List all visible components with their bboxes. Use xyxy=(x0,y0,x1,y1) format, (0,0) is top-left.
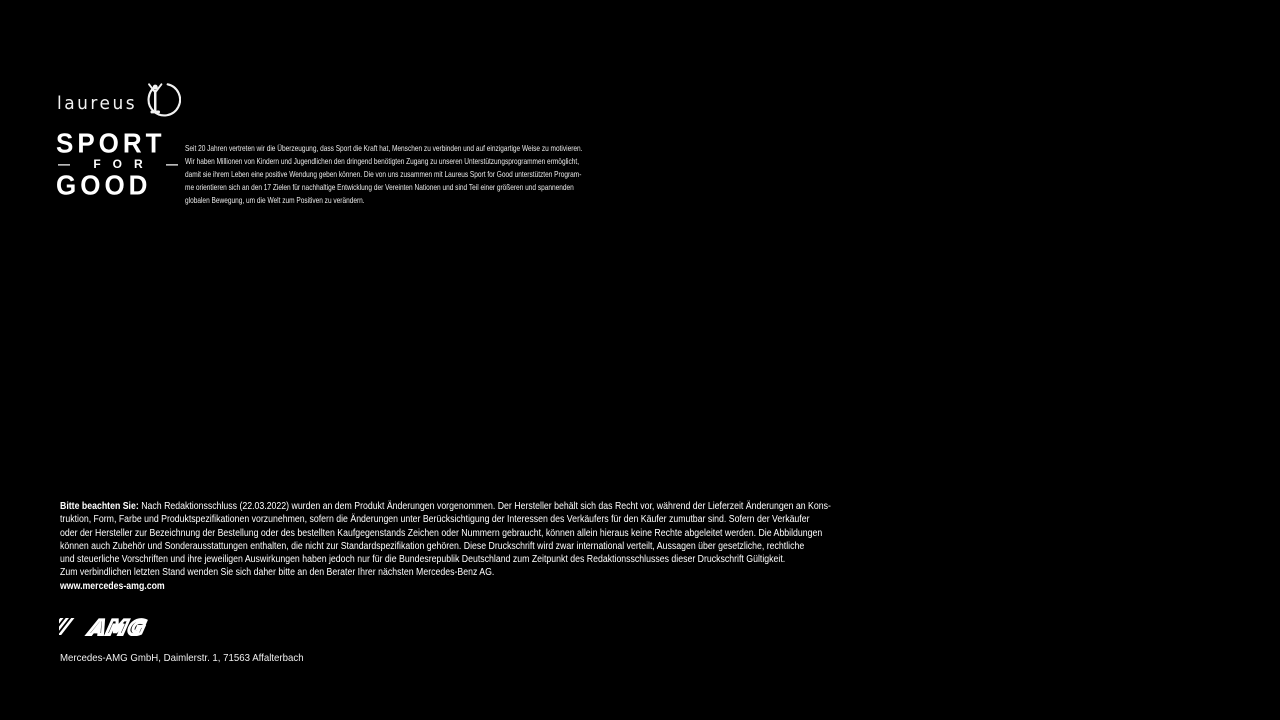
intro-line: me orientieren sich an den 17 Zielen für nachhaltige Entwicklung der Vereinten Nationen und sind Teil einer größeren und spannenden xyxy=(185,181,574,192)
sfg-word-for: FOR xyxy=(93,157,155,171)
disclaimer-line: oder der Hersteller zur Bezeichnung der Bestellung oder des bestellten Kaufgegenstands Zeichen oder Nummern gebraucht, können allein hieraus keine Rechte abgeleitet werden. Die Abbildungen xyxy=(60,527,823,539)
disclaimer-line: truktion, Form, Farbe und Produktspezifikationen vorzunehmen, sofern die Änderungen unter Berücksichtigung der Interessen des Verkäufers für den Käufer zumutbar sind. Sofern der Verkäufer xyxy=(60,514,810,526)
disclaimer-line: und steuerliche Vorschriften und ihre jeweiligen Auswirkungen haben jedoch nur für die Bundesrepublik Deutschland zum Zeitpunkt des Redaktionsschlusses dieser Druckschrift Gültigkeit. xyxy=(60,554,786,566)
disclaimer-line xyxy=(60,500,831,513)
disclaimer-line: können auch Zubehör und Sonderausstattungen enthalten, die nicht zur Standardspezifikation gehören. Diese Druckschrift wird zwar international verteilt, Aussagen über gesetzliche, rechtliche xyxy=(60,540,805,552)
sfg-word-good: GOOD xyxy=(56,168,152,202)
intro-line: globalen Bewegung, um die Welt zum Positiven zu verändern. xyxy=(185,194,365,205)
sfg-dash-left: — xyxy=(58,157,70,171)
svg-text:AMG: AMG xyxy=(87,617,150,636)
sport-for-good-bottom xyxy=(56,168,180,202)
intro-line: Seit 20 Jahren vertreten wir die Überzeugung, dass Sport die Kraft hat, Menschen zu verbinden und auf einzigartige Weise zu motivieren. xyxy=(185,143,583,153)
laureus-statuette-icon xyxy=(139,80,181,127)
disclaimer-lead: Bitte beachten Sie: xyxy=(60,501,139,512)
laureus-intro-paragraph xyxy=(185,142,582,207)
laureus-logo xyxy=(57,80,181,127)
company-address: Mercedes-AMG GmbH, Daimlerstr. 1, 71563 Affalterbach xyxy=(60,652,304,664)
disclaimer-line-rest: Nach Redaktionsschluss (22.03.2022) wurden an dem Produkt Änderungen vorgenommen. Der Hersteller behält sich das Recht vor, während der Lieferzeit Änderungen an Kons- xyxy=(138,501,831,512)
amg-stripes-icon xyxy=(59,618,74,635)
laureus-wordmark: laureus xyxy=(57,93,138,114)
sport-for-good-logo xyxy=(56,126,180,202)
sfg-word-sport: SPORT xyxy=(56,126,166,160)
intro-line: damit sie ihrem Leben eine positive Wendung geben können. Die von uns zusammen mit Laureus Sport for Good unterstützten Program- xyxy=(185,168,582,179)
sfg-dash-right: — xyxy=(166,157,178,171)
legal-disclaimer xyxy=(60,500,831,593)
amg-logo xyxy=(59,617,172,641)
intro-line: Wir haben Millionen von Kindern und Jugendlichen den dringend benötigten Zugang zu unseren Unterstützungsprogrammen ermöglicht, xyxy=(185,155,580,166)
sport-for-good-top xyxy=(56,126,180,160)
disclaimer-line: Zum verbindlichen letzten Stand wenden Sie sich daher bitte an den Berater Ihrer nächsten Mercedes-Benz AG. xyxy=(60,567,495,579)
website-link[interactable]: www.mercedes-amg.com xyxy=(60,580,165,592)
